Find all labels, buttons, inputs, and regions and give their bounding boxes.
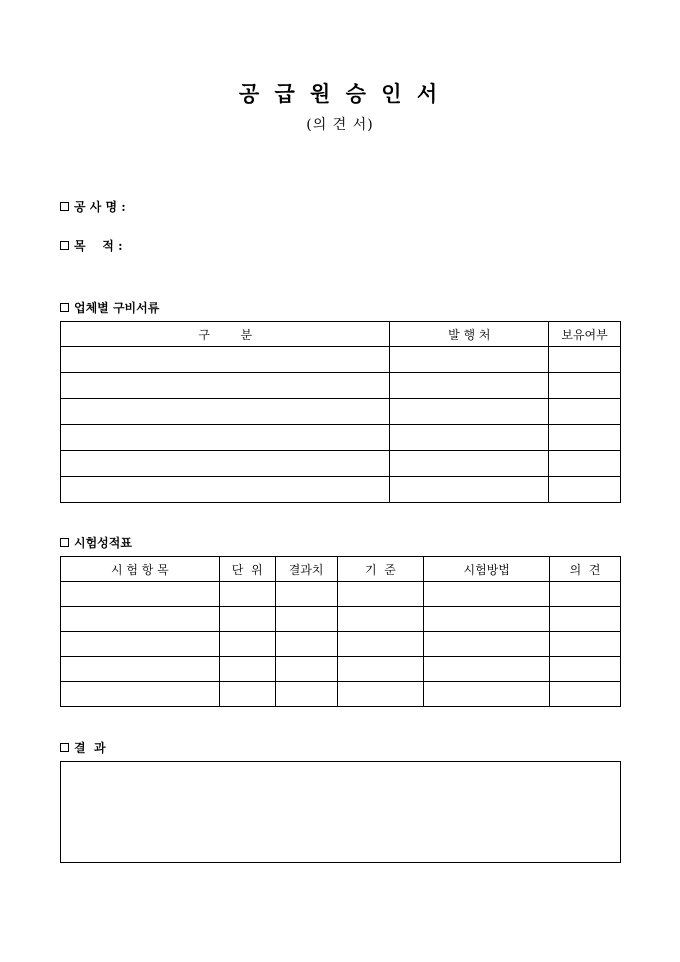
table-row bbox=[61, 451, 621, 477]
result-box[interactable] bbox=[60, 761, 621, 863]
table-cell[interactable] bbox=[549, 451, 621, 477]
table-cell[interactable] bbox=[61, 399, 390, 425]
purpose-field bbox=[60, 237, 123, 254]
table-cell[interactable] bbox=[219, 582, 275, 607]
table-cell[interactable] bbox=[390, 373, 549, 399]
table-cell[interactable] bbox=[219, 607, 275, 632]
table-cell[interactable] bbox=[337, 607, 424, 632]
table-cell[interactable] bbox=[275, 657, 337, 682]
header-test-item: 시 험 항 목 bbox=[61, 557, 220, 582]
table-cell[interactable] bbox=[550, 657, 621, 682]
table-cell[interactable] bbox=[61, 582, 220, 607]
table-cell[interactable] bbox=[275, 632, 337, 657]
table-cell[interactable] bbox=[549, 373, 621, 399]
header-result-value: 결과치 bbox=[275, 557, 337, 582]
checkbox-square-icon bbox=[60, 241, 69, 250]
table-row bbox=[61, 682, 621, 707]
result-section-heading bbox=[60, 739, 106, 756]
table-cell[interactable] bbox=[390, 477, 549, 503]
table-cell[interactable] bbox=[550, 682, 621, 707]
table-row bbox=[61, 477, 621, 503]
document-subtitle: (의 견 서) bbox=[306, 117, 374, 133]
table-cell[interactable] bbox=[390, 451, 549, 477]
header-possession: 보유여부 bbox=[549, 322, 621, 347]
header-opinion: 의 견 bbox=[550, 557, 621, 582]
table-cell[interactable] bbox=[424, 582, 550, 607]
table-cell[interactable] bbox=[61, 657, 220, 682]
table-cell[interactable] bbox=[337, 582, 424, 607]
table-cell[interactable] bbox=[275, 582, 337, 607]
table-cell[interactable] bbox=[61, 477, 390, 503]
test-heading-label: 시험성적표 bbox=[74, 536, 132, 550]
table-cell[interactable] bbox=[61, 373, 390, 399]
table-cell[interactable] bbox=[219, 657, 275, 682]
table-cell[interactable] bbox=[549, 399, 621, 425]
table-cell[interactable] bbox=[550, 607, 621, 632]
table-cell[interactable] bbox=[424, 657, 550, 682]
table-cell[interactable] bbox=[275, 607, 337, 632]
result-heading-label: 결 과 bbox=[74, 741, 106, 755]
checkbox-square-icon bbox=[60, 743, 69, 752]
table-cell[interactable] bbox=[390, 425, 549, 451]
documents-table bbox=[60, 321, 621, 503]
table-cell[interactable] bbox=[61, 425, 390, 451]
purpose-label: 목 적 : bbox=[74, 239, 123, 253]
header-standard: 기 준 bbox=[337, 557, 424, 582]
table-cell[interactable] bbox=[549, 347, 621, 373]
table-row bbox=[61, 347, 621, 373]
documents-section-heading bbox=[60, 299, 159, 316]
table-cell[interactable] bbox=[337, 657, 424, 682]
checkbox-square-icon bbox=[60, 538, 69, 547]
table-cell[interactable] bbox=[61, 451, 390, 477]
table-cell[interactable] bbox=[337, 682, 424, 707]
table-cell[interactable] bbox=[219, 682, 275, 707]
checkbox-square-icon bbox=[60, 303, 69, 312]
table-cell[interactable] bbox=[549, 425, 621, 451]
table-cell[interactable] bbox=[219, 632, 275, 657]
table-row bbox=[61, 582, 621, 607]
project-name-field bbox=[60, 198, 126, 215]
table-row bbox=[61, 399, 621, 425]
table-cell[interactable] bbox=[390, 347, 549, 373]
table-row bbox=[61, 373, 621, 399]
table-header-row bbox=[61, 322, 621, 347]
table-cell[interactable] bbox=[424, 607, 550, 632]
table-cell[interactable] bbox=[550, 632, 621, 657]
table-cell[interactable] bbox=[61, 607, 220, 632]
table-cell[interactable] bbox=[390, 399, 549, 425]
test-results-table bbox=[60, 556, 621, 707]
table-cell[interactable] bbox=[550, 582, 621, 607]
table-cell[interactable] bbox=[424, 632, 550, 657]
table-cell[interactable] bbox=[275, 682, 337, 707]
header-unit: 단 위 bbox=[219, 557, 275, 582]
header-category: 구 분 bbox=[61, 322, 390, 347]
checkbox-square-icon bbox=[60, 202, 69, 211]
table-cell[interactable] bbox=[549, 477, 621, 503]
table-cell[interactable] bbox=[337, 632, 424, 657]
table-row bbox=[61, 657, 621, 682]
table-row bbox=[61, 425, 621, 451]
table-cell[interactable] bbox=[61, 347, 390, 373]
table-row bbox=[61, 632, 621, 657]
table-row bbox=[61, 607, 621, 632]
header-test-method: 시험방법 bbox=[424, 557, 550, 582]
header-issuer: 발 행 처 bbox=[390, 322, 549, 347]
table-cell[interactable] bbox=[61, 632, 220, 657]
table-cell[interactable] bbox=[424, 682, 550, 707]
test-section-heading bbox=[60, 534, 132, 551]
project-name-label: 공 사 명 : bbox=[74, 200, 126, 214]
documents-heading-label: 업체별 구비서류 bbox=[74, 301, 160, 315]
table-header-row bbox=[61, 557, 621, 582]
document-title: 공 급 원 승 인 서 bbox=[238, 81, 442, 106]
table-cell[interactable] bbox=[61, 682, 220, 707]
